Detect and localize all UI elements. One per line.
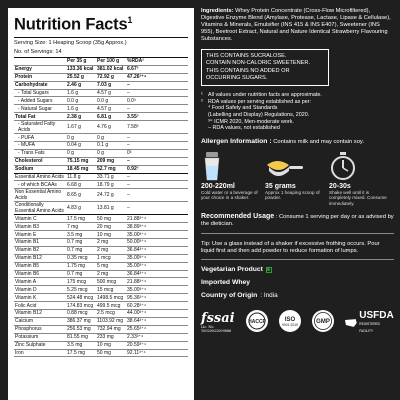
table-row [14, 349, 188, 357]
step-water [201, 151, 259, 206]
nutrient-value: 0.35 mcg [66, 254, 96, 262]
nutrient-value: 0.92³ [126, 165, 188, 173]
table-row [14, 73, 188, 81]
usage-tip: Tip: Use a glass instead of a shaker if excessive frothing occurs. Pour liquid first and then add powder to reduce formation of lumps. [201, 240, 380, 254]
footnote-text: (Labelling and Display) Regulations, 2020. [208, 111, 310, 118]
nutrient-value: 1.6 g [66, 89, 96, 97]
nutrient-name: Vitamin B5 [14, 262, 66, 270]
nutrient-name: Zinc Sulphate [14, 341, 66, 349]
nutrient-name: Folic Acid [14, 302, 66, 310]
imported-line [201, 279, 394, 286]
nutrient-value: 18.79 g [96, 181, 126, 189]
table-row [14, 246, 188, 254]
nutrient-value: 1.6 g [66, 105, 96, 113]
nutrient-name: Vitamin A [14, 278, 66, 286]
nutrient-value: 4.57 g [96, 89, 126, 97]
nutrient-value: 21.88³⁺⁴ [126, 278, 188, 286]
ingredients-label: Ingredients: [201, 8, 234, 14]
footnotes [201, 92, 394, 132]
haccp-text: HACCP [247, 319, 266, 326]
nutrient-value: 500 mcg [96, 278, 126, 286]
footnote [201, 99, 394, 106]
step-amount: 20-30s [329, 182, 351, 190]
nutrient-value: 3.55³ [126, 113, 188, 121]
gmp-logo [311, 309, 335, 336]
nutrient-value: 75.15 mg [66, 157, 96, 165]
nutrient-name: Sodium [14, 165, 66, 173]
nutrient-name: Calcium [14, 317, 66, 325]
nutrient-name: - of which BCAAs [14, 181, 66, 189]
nutrient-value: 95.36³⁺⁴ [126, 294, 188, 302]
nutrition-facts-title-text: Nutrition Facts [14, 15, 128, 34]
nutrient-value: 92.11³⁺⁴ [126, 349, 188, 357]
table-row [14, 286, 188, 294]
nutrient-value: 36.84³⁺⁴ [126, 246, 188, 254]
nutrient-value: – [126, 157, 188, 165]
nutrient-value: 52.7 mg [96, 165, 126, 173]
nutrient-value: 381.02 kcal [96, 65, 126, 73]
nutrient-value: – [126, 142, 188, 150]
nutrient-value: 7.03 g [96, 81, 126, 89]
table-row [14, 215, 188, 223]
nutrient-value: 50 mg [96, 349, 126, 357]
nutrient-name: - Trans Fats [14, 149, 66, 157]
nutrient-value: – [126, 181, 188, 189]
table-row [14, 317, 188, 325]
table-row [14, 278, 188, 286]
nutrient-value: 174.83 mcg [66, 302, 96, 310]
step-desc: Approx 1 heaping scoop of powder. [265, 189, 320, 201]
nutrient-value: 38.89³⁺⁴ [126, 223, 188, 231]
table-row [14, 202, 188, 215]
allergen-label: Allergen Information : [201, 137, 272, 145]
nutrient-value: 5 mg [96, 262, 126, 270]
nutrient-value: – [126, 81, 188, 89]
nutrient-value: 256.53 mg [66, 325, 96, 333]
nutrient-value: 233 mg [96, 333, 126, 341]
nutrient-value: 21.88³⁺⁴ [126, 215, 188, 223]
table-row [14, 97, 188, 105]
nutrient-value: 175 mcg [66, 278, 96, 286]
nutrient-name: Vitamin C [14, 215, 66, 223]
footnote [201, 119, 394, 126]
nutrient-name: Vitamin B3 [14, 223, 66, 231]
nutrition-table [14, 58, 188, 358]
nutrient-value: 0 g [66, 149, 96, 157]
nutrient-name: Total Fat [14, 113, 66, 121]
footnote-text: ³⁼ ICMR 2020, Men-moderate work. [208, 118, 294, 125]
nutrient-value: 3.5 mg [66, 231, 96, 239]
table-row [14, 310, 188, 318]
recommended-usage-text: : Consume 1 serving per day or as advised by the dietician. [201, 213, 394, 228]
info-panel [201, 8, 394, 336]
step-scoop [265, 151, 323, 206]
nutrient-value: 35.00³⁺⁴ [126, 262, 188, 270]
nutrient-name: Phosphorus [14, 325, 66, 333]
nutrient-value: – [126, 105, 188, 113]
table-row [14, 254, 188, 262]
nutrient-value: 0.0 g [66, 97, 96, 105]
step-desc: Shake well until it is completely mixed. Consume immediately. [329, 189, 387, 206]
nutrient-name: Iron [14, 349, 66, 357]
nutrient-value: 2 mg [96, 246, 126, 254]
nutrient-value: 33.71 g [96, 173, 126, 181]
nutrient-value: 0³ [126, 149, 188, 157]
nutrient-value: 1.75 mg [66, 262, 96, 270]
nutrient-value: 50.00³⁺⁴ [126, 239, 188, 247]
warning-line: THIS CONTAINS SUCRALOSE. [206, 53, 287, 59]
footnote [201, 112, 394, 119]
footnote-symbol [201, 112, 208, 119]
table-row [14, 165, 188, 173]
ingredients [201, 8, 394, 43]
nutrient-name: - Saturated Fatty Acids [14, 121, 66, 134]
nutrient-value: 0.1 g [96, 142, 126, 150]
footnote [201, 105, 394, 112]
origin-value: : India [260, 292, 278, 300]
nutrient-name: Energy [14, 65, 66, 73]
nutrient-value: 25.65³⁺⁴ [126, 325, 188, 333]
nutrient-value: 44.00³⁺⁴ [126, 310, 188, 318]
step-amount: 200-220ml [201, 182, 235, 190]
table-row [14, 181, 188, 189]
nutrient-value: 2 mg [96, 270, 126, 278]
footnote-text: – RDA values, not established [208, 125, 280, 132]
nutrient-value: 20.59³⁺⁴ [126, 341, 188, 349]
usfda-logo [344, 311, 394, 335]
nutrient-value: – [126, 173, 188, 181]
divider [201, 233, 394, 234]
shaker-icon [201, 151, 259, 181]
nutrient-value: 81.55 mg [66, 333, 96, 341]
nutrient-value: 20 mg [96, 223, 126, 231]
nutrient-name: Potassium [14, 333, 66, 341]
footnote [201, 125, 394, 132]
footnote-text: ⁴ Food Safety and Standards [208, 105, 278, 112]
nutrient-value: 35.00³⁺⁴ [126, 254, 188, 262]
header-cell [14, 58, 66, 66]
nutrient-value: 133.36 kcal [66, 65, 96, 73]
nutrient-name: Vitamin E [14, 231, 66, 239]
warning-line: THIS CONTAINS NO ADDED OR OCCURRING SUGARS. [206, 67, 290, 81]
table-row [14, 134, 188, 142]
nutrient-name: - MUFA [14, 142, 66, 150]
usa-map-icon [344, 316, 358, 330]
step-desc: Cold water or a beverage of your choice in a shaker. [201, 189, 258, 201]
ingredients-text: Whey Protein Concentrate (Cross-Flow Microfiltered), Digestive Enzyme Blend (Amylase, Protease, Lactase, Lipase & Cellulase), Vitamins & Minerals, Emulsifier (INS 415 & INS E407), Sweetener (INS 955), Beetroot Extract, Natural and Nature Identical Strawberry Flavouring Substances. [201, 8, 391, 42]
serving-size: Serving Size: 1 Heaping Scoop (35g Approx.) [14, 39, 127, 46]
nutrient-value: 38.64³⁺⁴ [126, 317, 188, 325]
timer-icon [329, 151, 387, 181]
footnote-symbol [201, 105, 208, 112]
nutrient-value: 13.81 g [96, 202, 126, 215]
nutrient-value: 2.46 g [66, 81, 96, 89]
nutrient-value: 10 mg [96, 231, 126, 239]
nutrient-value: 386.37 mg [66, 317, 96, 325]
nutrient-value: 2 mg [96, 239, 126, 247]
nutrient-value: – [126, 189, 188, 202]
nutrient-value: 3.5 mg [66, 341, 96, 349]
nutrient-name: - Natural Sugar [14, 105, 66, 113]
table-row [14, 81, 188, 89]
nutrient-value: 732.94 mg [96, 325, 126, 333]
nutrient-value: 7 mg [66, 223, 96, 231]
preparation-steps [201, 151, 394, 206]
nutrient-name: Protein [14, 73, 66, 81]
nutrient-value: 18.45 mg [66, 165, 96, 173]
nutrient-value: 1498.5 mcg [96, 294, 126, 302]
nutrient-name: Cholesterol [14, 157, 66, 165]
imported-label: Imported Whey [201, 279, 251, 287]
footnote-text: All values under nutrition facts are approximate. [208, 92, 322, 99]
nutrient-value: 0 g [96, 134, 126, 142]
servings-count: No. of Servings: 14 [14, 48, 62, 55]
nutrient-value: 60.28³⁺⁴ [126, 302, 188, 310]
gmp-text: GMP [315, 319, 330, 326]
recommended-usage [201, 213, 394, 229]
footnote-symbol [201, 119, 208, 126]
nutrient-value: 0.88 mcg [66, 310, 96, 318]
header-cell: Per 35 g [66, 58, 96, 66]
nutrient-value: 0.0 g [96, 97, 126, 105]
nutrient-value: 0.7 mg [66, 270, 96, 278]
nutrient-value: 6.81 g [96, 113, 126, 121]
table-row [14, 341, 188, 349]
table-row [14, 157, 188, 165]
nutrient-value: 50 mg [96, 215, 126, 223]
nutrient-name: - Total Sugars [14, 89, 66, 97]
footnote-symbol: ¹ [201, 92, 203, 99]
nutrient-value: 11.8 g [66, 173, 96, 181]
nutrient-value: 1103.92 mg [96, 317, 126, 325]
nutrient-value: 10 mg [96, 341, 126, 349]
nutrition-facts-panel [8, 8, 194, 400]
nutrient-value: 209 mg [96, 157, 126, 165]
usfda-text-block [359, 311, 394, 335]
nutrient-value: 499.5 mcg [96, 302, 126, 310]
sweetener-warning-box [201, 49, 329, 86]
table-row [14, 333, 188, 341]
origin-line [201, 292, 394, 299]
table-row [14, 105, 188, 113]
step-amount: 35 grams [265, 182, 296, 190]
veg-mark-icon [266, 267, 272, 273]
nutrient-value: 35.00³⁺⁴ [126, 286, 188, 294]
nutrient-name: Vitamin B2 [14, 246, 66, 254]
scoop-icon [265, 151, 323, 181]
nutrient-value: 17.5 mg [66, 349, 96, 357]
table-row [14, 142, 188, 150]
nutrient-name: - PUFA [14, 134, 66, 142]
nutrient-value: 1 mcg [96, 254, 126, 262]
nutrient-name: Vitamin B12 [14, 310, 66, 318]
nutrient-name: Vitamin D [14, 286, 66, 294]
nutrient-value: 0 g [66, 134, 96, 142]
table-row [14, 65, 188, 73]
vegetarian-label: Vegetarian Product [201, 266, 263, 274]
nutrient-value: 0.7 mg [66, 246, 96, 254]
nutrient-value: 47.26³⁺⁴ [126, 73, 188, 81]
nutrient-value: 2.38 g [66, 113, 96, 121]
nutrient-value: 36.84³⁺⁴ [126, 270, 188, 278]
vegetarian-line [201, 266, 394, 273]
nutrient-value: 0 g [96, 149, 126, 157]
nutrient-value: 6.68 g [66, 181, 96, 189]
nutrient-name: Vitamin K [14, 294, 66, 302]
nutrient-value: 5.25 mcg [66, 286, 96, 294]
nutrient-name: Vitamin B12 [14, 254, 66, 262]
warning-line: CONTAIN NON-CALORIC SWEETENER. [206, 60, 311, 67]
nutrient-value: 15 mcg [96, 286, 126, 294]
nutrient-value: – [126, 89, 188, 97]
usfda-wordmark: USFDA [359, 309, 394, 321]
table-row [14, 113, 188, 121]
certification-logos [201, 309, 394, 336]
header-cell: Per 100 g [96, 58, 126, 66]
nutrient-value: 4.83 g [66, 202, 96, 215]
nutrient-value: 24.72 g [96, 189, 126, 202]
nutrition-facts-title [14, 11, 188, 38]
nutrient-value: 0.7 mg [66, 239, 96, 247]
nutrient-value: 72.92 g [96, 73, 126, 81]
table-row [14, 149, 188, 157]
nutrient-name: Vitamin B6 [14, 270, 66, 278]
nutrient-value: 4.57 g [96, 105, 126, 113]
table-header-row [14, 58, 188, 66]
nutrient-value: 2.5 mcg [96, 310, 126, 318]
recommended-usage-label: Recommended Usage [201, 212, 275, 220]
table-row [14, 89, 188, 97]
nutrient-name: Conditionally Essential Amino Acids [14, 202, 66, 215]
footnote-text: RDA values per serving established as per: [208, 98, 312, 105]
header-cell: %RDA² [126, 58, 188, 66]
nutrient-value: – [126, 202, 188, 215]
nutrient-value: 2.33³⁺⁴ [126, 333, 188, 341]
nutrient-value: 8.65 g [66, 189, 96, 202]
nutrient-name: - Added Sugars [14, 97, 66, 105]
table-row [14, 294, 188, 302]
nutrient-name: Essential Amino Acids [14, 173, 66, 181]
nutrient-value: 25.52 g [66, 73, 96, 81]
table-row [14, 223, 188, 231]
nutrient-value: 524.48 mcg [66, 294, 96, 302]
divider [201, 259, 394, 260]
iso-text: ISO [284, 317, 295, 324]
title-superscript: 1 [127, 15, 133, 25]
nutrient-value: 0.0³ [126, 97, 188, 105]
table-row [14, 302, 188, 310]
fssai-wordmark: fssai [201, 310, 235, 326]
table-row [14, 231, 188, 239]
footnote [201, 92, 394, 99]
step-shake [329, 151, 387, 206]
nutrient-name: Vitamin B1 [14, 239, 66, 247]
table-row [14, 121, 188, 134]
footnote-symbol [201, 125, 208, 132]
allergen-text: Contains milk and may contain soy. [273, 138, 365, 145]
nutrient-name: Carbohydrate [14, 81, 66, 89]
table-row [14, 239, 188, 247]
iso-logo [278, 309, 302, 336]
table-row [14, 173, 188, 181]
table-row [14, 189, 188, 202]
table-row [14, 262, 188, 270]
haccp-logo [245, 309, 269, 336]
footnote-symbol: ² [201, 98, 203, 105]
usfda-subtitle: REGISTERED FACILITY [359, 321, 380, 333]
nutrient-value: – [126, 134, 188, 142]
nutrient-value: 17.5 mg [66, 215, 96, 223]
nutrient-value: 0.04 g [66, 142, 96, 150]
nutrient-value: 1.67 g [66, 121, 96, 134]
nutrient-value: 4.76 g [96, 121, 126, 134]
nutrition-table-body [14, 58, 188, 357]
table-row [14, 325, 188, 333]
nutrient-value: 35.00³⁺⁴ [126, 231, 188, 239]
origin-label: Country of Origin [201, 292, 258, 300]
nutrient-name: Non Essential Amino Acids [14, 189, 66, 202]
table-row [14, 270, 188, 278]
fssai-license: Lic. No. 10020022009886 [201, 324, 232, 333]
allergen-info [201, 138, 394, 146]
iso-number: 9001:2015 [281, 323, 298, 328]
nutrient-value: 7.58³ [126, 121, 188, 134]
nutrient-value: 6.67³ [126, 65, 188, 73]
fssai-logo [201, 310, 236, 333]
